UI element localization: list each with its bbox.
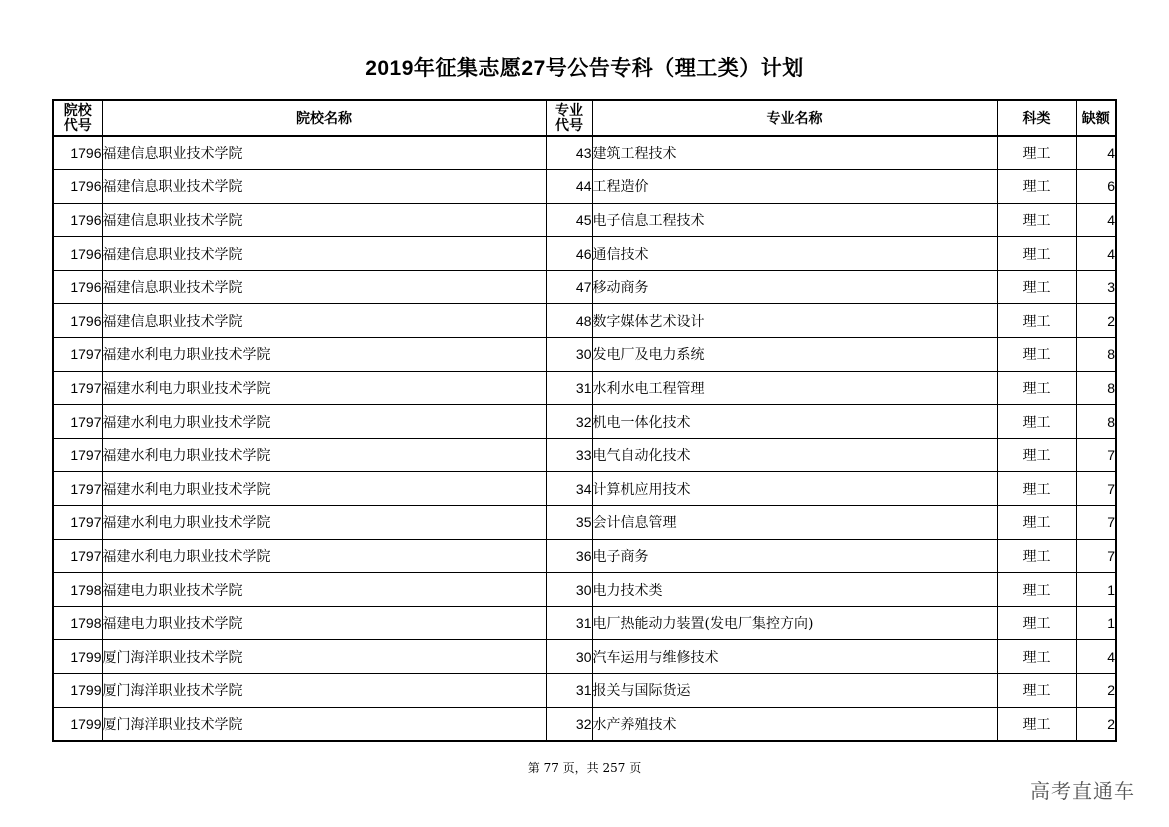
cell-school-code: 1796 — [53, 203, 102, 237]
cell-school-code: 1797 — [53, 539, 102, 573]
cell-school-code: 1798 — [53, 573, 102, 607]
cell-major-name: 电气自动化技术 — [592, 438, 997, 472]
table-row — [53, 640, 1116, 674]
cell-quota: 1 — [1076, 606, 1116, 640]
cell-category: 理工 — [997, 472, 1076, 506]
header-school-name: 院校名称 — [102, 100, 546, 136]
cell-school-name: 福建电力职业技术学院 — [102, 606, 546, 640]
cell-major-code: 45 — [546, 203, 592, 237]
cell-quota: 1 — [1076, 573, 1116, 607]
cell-quota: 4 — [1076, 203, 1116, 237]
cell-major-name: 水利水电工程管理 — [592, 371, 997, 405]
cell-category: 理工 — [997, 338, 1076, 372]
cell-quota: 7 — [1076, 506, 1116, 540]
plan-table — [52, 99, 1117, 742]
header-school-code-label: 院校 代号 — [63, 102, 92, 133]
cell-major-code: 31 — [546, 371, 592, 405]
cell-school-code: 1797 — [53, 405, 102, 439]
cell-major-code: 35 — [546, 506, 592, 540]
table-row — [53, 539, 1116, 573]
cell-school-code: 1797 — [53, 438, 102, 472]
cell-school-name: 福建水利电力职业技术学院 — [102, 438, 546, 472]
cell-major-code: 47 — [546, 270, 592, 304]
table-row — [53, 472, 1116, 506]
cell-school-name: 福建信息职业技术学院 — [102, 304, 546, 338]
cell-major-name: 水产养殖技术 — [592, 707, 997, 741]
cell-school-name: 福建信息职业技术学院 — [102, 170, 546, 204]
cell-major-name: 电子信息工程技术 — [592, 203, 997, 237]
cell-major-code: 36 — [546, 539, 592, 573]
cell-major-name: 电力技术类 — [592, 573, 997, 607]
cell-quota: 7 — [1076, 472, 1116, 506]
cell-major-name: 电厂热能动力装置(发电厂集控方向) — [592, 606, 997, 640]
table-row — [53, 304, 1116, 338]
cell-major-code: 32 — [546, 707, 592, 741]
cell-quota: 7 — [1076, 438, 1116, 472]
cell-school-name: 福建水利电力职业技术学院 — [102, 506, 546, 540]
cell-school-code: 1798 — [53, 606, 102, 640]
cell-major-name: 工程造价 — [592, 170, 997, 204]
cell-major-name: 电子商务 — [592, 539, 997, 573]
cell-category: 理工 — [997, 573, 1076, 607]
page-footer: 第 77 页，共 257 页 — [527, 761, 642, 775]
cell-school-name: 厦门海洋职业技术学院 — [102, 674, 546, 708]
cell-school-code: 1797 — [53, 338, 102, 372]
cell-category: 理工 — [997, 203, 1076, 237]
cell-major-code: 34 — [546, 472, 592, 506]
cell-school-name: 厦门海洋职业技术学院 — [102, 640, 546, 674]
cell-quota: 8 — [1076, 338, 1116, 372]
cell-school-code: 1796 — [53, 170, 102, 204]
table-row — [53, 506, 1116, 540]
table-row — [53, 338, 1116, 372]
cell-category: 理工 — [997, 170, 1076, 204]
cell-school-code: 1796 — [53, 237, 102, 271]
header-quota: 缺额 — [1076, 100, 1116, 136]
table-body — [53, 136, 1116, 741]
cell-school-name: 福建水利电力职业技术学院 — [102, 371, 546, 405]
cell-school-name: 福建信息职业技术学院 — [102, 270, 546, 304]
cell-school-name: 福建水利电力职业技术学院 — [102, 338, 546, 372]
cell-category: 理工 — [997, 304, 1076, 338]
cell-category: 理工 — [997, 371, 1076, 405]
header-major-code-label: 专业 代号 — [555, 102, 583, 133]
header-major-name: 专业名称 — [592, 100, 997, 136]
cell-category: 理工 — [997, 270, 1076, 304]
cell-school-code: 1796 — [53, 136, 102, 170]
cell-major-code: 33 — [546, 438, 592, 472]
cell-major-name: 会计信息管理 — [592, 506, 997, 540]
cell-major-code: 43 — [546, 136, 592, 170]
header-school-code — [53, 100, 102, 136]
table-row — [53, 606, 1116, 640]
cell-quota: 6 — [1076, 170, 1116, 204]
table-header-row — [53, 100, 1116, 136]
cell-school-name: 福建水利电力职业技术学院 — [102, 539, 546, 573]
table-row — [53, 573, 1116, 607]
cell-major-code: 30 — [546, 640, 592, 674]
cell-major-name: 汽车运用与维修技术 — [592, 640, 997, 674]
cell-major-code: 30 — [546, 573, 592, 607]
cell-category: 理工 — [997, 674, 1076, 708]
table-row — [53, 405, 1116, 439]
cell-school-code: 1799 — [53, 674, 102, 708]
cell-quota: 8 — [1076, 405, 1116, 439]
cell-school-name: 福建信息职业技术学院 — [102, 237, 546, 271]
cell-category: 理工 — [997, 640, 1076, 674]
header-category: 科类 — [997, 100, 1076, 136]
cell-quota: 8 — [1076, 371, 1116, 405]
cell-quota: 2 — [1076, 304, 1116, 338]
table-row — [53, 270, 1116, 304]
table-row — [53, 237, 1116, 271]
cell-quota: 2 — [1076, 707, 1116, 741]
table-row — [53, 136, 1116, 170]
cell-category: 理工 — [997, 539, 1076, 573]
cell-major-name: 通信技术 — [592, 237, 997, 271]
cell-school-code: 1799 — [53, 707, 102, 741]
cell-quota: 4 — [1076, 136, 1116, 170]
cell-category: 理工 — [997, 707, 1076, 741]
cell-category: 理工 — [997, 606, 1076, 640]
cell-school-name: 福建水利电力职业技术学院 — [102, 472, 546, 506]
table-row — [53, 203, 1116, 237]
table-row — [53, 170, 1116, 204]
cell-school-code: 1797 — [53, 472, 102, 506]
cell-school-code: 1796 — [53, 304, 102, 338]
cell-school-code: 1797 — [53, 506, 102, 540]
cell-school-code: 1796 — [53, 270, 102, 304]
cell-school-name: 福建电力职业技术学院 — [102, 573, 546, 607]
cell-school-code: 1799 — [53, 640, 102, 674]
cell-school-name: 厦门海洋职业技术学院 — [102, 707, 546, 741]
cell-school-name: 福建水利电力职业技术学院 — [102, 405, 546, 439]
cell-category: 理工 — [997, 237, 1076, 271]
cell-major-code: 31 — [546, 674, 592, 708]
cell-school-code: 1797 — [53, 371, 102, 405]
cell-major-code: 31 — [546, 606, 592, 640]
cell-major-name: 报关与国际货运 — [592, 674, 997, 708]
page-title: 2019年征集志愿27号公告专科（理工类）计划 — [365, 57, 804, 80]
table-row — [53, 371, 1116, 405]
cell-category: 理工 — [997, 438, 1076, 472]
cell-category: 理工 — [997, 506, 1076, 540]
cell-major-code: 32 — [546, 405, 592, 439]
cell-major-name: 发电厂及电力系统 — [592, 338, 997, 372]
cell-quota: 2 — [1076, 674, 1116, 708]
cell-quota: 4 — [1076, 640, 1116, 674]
cell-major-code: 46 — [546, 237, 592, 271]
cell-category: 理工 — [997, 405, 1076, 439]
cell-quota: 4 — [1076, 237, 1116, 271]
cell-school-name: 福建信息职业技术学院 — [102, 203, 546, 237]
cell-quota: 3 — [1076, 270, 1116, 304]
cell-school-name: 福建信息职业技术学院 — [102, 136, 546, 170]
cell-major-name: 建筑工程技术 — [592, 136, 997, 170]
table-row — [53, 674, 1116, 708]
cell-major-name: 数字媒体艺术设计 — [592, 304, 997, 338]
watermark: 高考直通车 — [1030, 779, 1135, 803]
cell-major-name: 移动商务 — [592, 270, 997, 304]
cell-major-name: 计算机应用技术 — [592, 472, 997, 506]
cell-major-name: 机电一体化技术 — [592, 405, 997, 439]
cell-major-code: 48 — [546, 304, 592, 338]
cell-major-code: 30 — [546, 338, 592, 372]
header-major-code — [546, 100, 592, 136]
cell-quota: 7 — [1076, 539, 1116, 573]
cell-category: 理工 — [997, 136, 1076, 170]
table-row — [53, 438, 1116, 472]
cell-major-code: 44 — [546, 170, 592, 204]
table-row — [53, 707, 1116, 741]
